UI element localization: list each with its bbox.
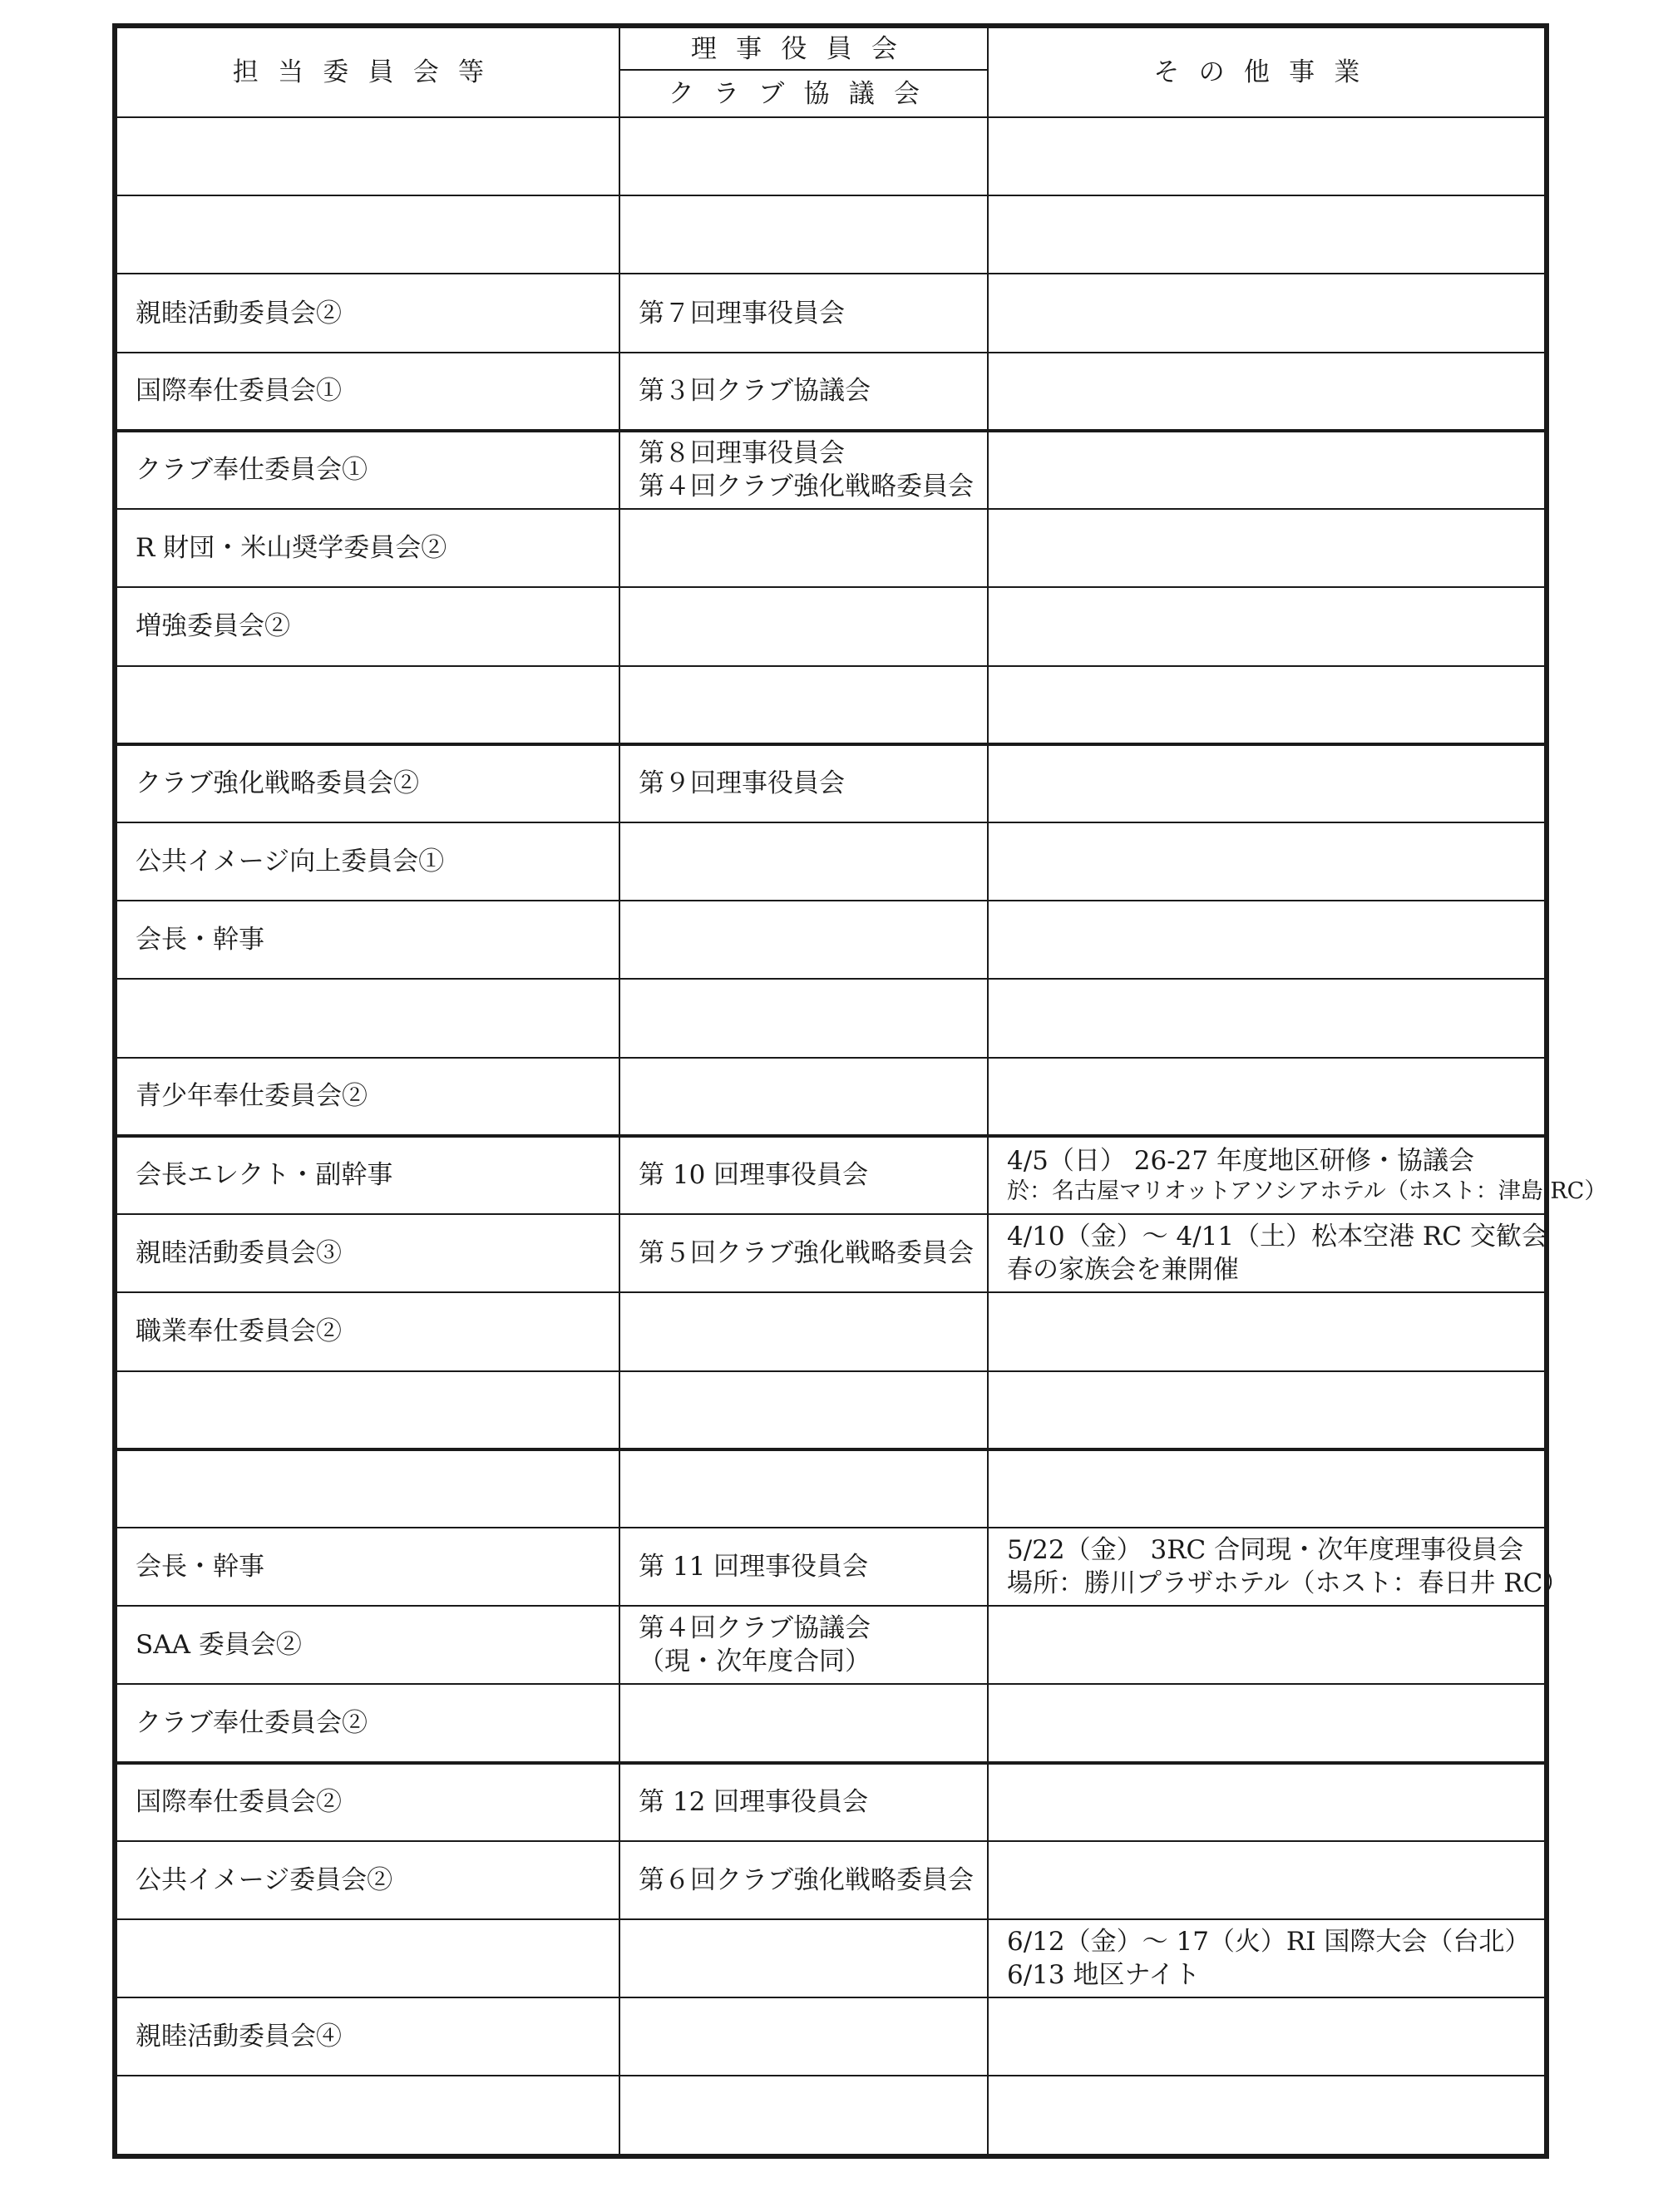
- board-meeting-cell-line: 第４回クラブ強化戦略委員会: [639, 472, 974, 502]
- other-events-cell: [988, 822, 1545, 901]
- committee-cell: 会長・幹事: [116, 901, 619, 979]
- committee-cell: [116, 117, 619, 195]
- board-meeting-cell: [619, 431, 988, 509]
- board-meeting-cell: [619, 117, 988, 195]
- other-events-cell: [988, 353, 1545, 431]
- other-events-cell: [988, 587, 1545, 665]
- committee-cell: [116, 979, 619, 1057]
- other-events-cell: [988, 1292, 1545, 1370]
- other-events-cell: [988, 1136, 1607, 1214]
- other-events-cell: [988, 1919, 1545, 1997]
- board-meeting-cell-line: 第 12 回理事役員会: [639, 1787, 869, 1818]
- board-meeting-cell-line: 第３回クラブ協議会: [639, 376, 871, 407]
- board-meeting-cell-line: 第８回理事役員会: [639, 438, 845, 469]
- board-meeting-cell: [619, 1058, 988, 1136]
- committee-cell: [116, 1449, 619, 1528]
- committee-cell: 青少年奉仕委員会②: [116, 1058, 619, 1136]
- table-row: [116, 1763, 1545, 1841]
- board-meeting-cell-line: 第９回理事役員会: [639, 768, 845, 799]
- board-meeting-cell: [619, 1528, 988, 1606]
- other-events-cell-line: 春の家族会を兼開催: [1007, 1255, 1239, 1286]
- table-body: [116, 117, 1607, 2155]
- board-meeting-cell: [619, 1214, 988, 1292]
- board-meeting-cell: [619, 1684, 988, 1762]
- board-meeting-cell: [619, 1292, 988, 1370]
- committee-cell: [116, 2076, 619, 2155]
- table-row: [116, 901, 1545, 979]
- table-row: [116, 1997, 1545, 2076]
- other-events-cell: [988, 509, 1545, 587]
- other-events-cell: [988, 901, 1545, 979]
- board-meeting-cell: [619, 1919, 988, 1997]
- committee-cell: 職業奉仕委員会②: [116, 1292, 619, 1370]
- committee-cell: 増強委員会②: [116, 587, 619, 665]
- committee-cell: 国際奉仕委員会②: [116, 1763, 619, 1841]
- table-row: [116, 117, 1545, 195]
- board-meeting-cell-line: 第 10 回理事役員会: [639, 1160, 869, 1191]
- board-meeting-cell: [619, 195, 988, 274]
- committee-cell: R 財団・米山奨学委員会②: [116, 509, 619, 587]
- header-board-meeting: 理事役員会: [619, 27, 988, 70]
- committee-cell: [116, 1919, 619, 1997]
- other-events-cell-line: 5/22（金） 3RC 合同現・次年度理事役員会: [1007, 1535, 1524, 1566]
- other-events-cell: [988, 1058, 1545, 1136]
- table-row: [116, 1528, 1545, 1606]
- board-meeting-cell: [619, 1606, 988, 1684]
- table-row: [116, 1606, 1545, 1684]
- other-events-cell: [988, 1997, 1545, 2076]
- committee-cell: 公共イメージ向上委員会①: [116, 822, 619, 901]
- board-meeting-cell: [619, 1449, 988, 1528]
- table-row: [116, 1684, 1545, 1762]
- table-row: [116, 666, 1545, 744]
- header-other-events: その他事業: [988, 27, 1545, 117]
- header-club-assembly: クラブ協議会: [619, 70, 988, 117]
- committee-cell: クラブ奉仕委員会②: [116, 1684, 619, 1762]
- board-meeting-cell: [619, 822, 988, 901]
- board-meeting-cell-line: 第６回クラブ強化戦略委員会: [639, 1864, 974, 1895]
- board-meeting-cell-line: （現・次年度合同）: [639, 1647, 871, 1677]
- committee-cell: 会長・幹事: [116, 1528, 619, 1606]
- committee-cell: 会長エレクト・副幹事: [116, 1136, 619, 1214]
- table-header: [116, 27, 1545, 117]
- other-events-cell: [988, 431, 1545, 509]
- other-events-cell: [988, 979, 1545, 1057]
- board-meeting-cell: [619, 1136, 988, 1214]
- committee-cell: 親睦活動委員会④: [116, 1997, 619, 2076]
- table-row: [116, 1058, 1545, 1136]
- committee-cell: 国際奉仕委員会①: [116, 353, 619, 431]
- board-meeting-cell: [619, 666, 988, 744]
- committee-cell: [116, 195, 619, 274]
- table-row: [116, 195, 1545, 274]
- table-row: [116, 587, 1545, 665]
- other-events-cell-line: 6/12（金）～ 17（火）RI 国際大会（台北）: [1007, 1927, 1531, 1958]
- board-meeting-cell: [619, 353, 988, 431]
- other-events-cell: [988, 2076, 1545, 2155]
- table-row: [116, 1371, 1545, 1449]
- other-events-cell-line: 於：名古屋マリオットアソシアホテル（ホスト：津島 RC）: [1007, 1178, 1607, 1205]
- table-row: [116, 1919, 1545, 1997]
- board-meeting-cell: [619, 2076, 988, 2155]
- schedule-sheet: [112, 23, 1607, 2159]
- table-row: [116, 509, 1545, 587]
- committee-cell: [116, 1371, 619, 1449]
- other-events-cell: [988, 744, 1545, 822]
- other-events-cell-line: 場所：勝川プラザホテル（ホスト：春日井 RC）: [1007, 1568, 1569, 1599]
- table-row: [116, 431, 1545, 509]
- committee-cell: 親睦活動委員会②: [116, 274, 619, 352]
- board-meeting-cell: [619, 979, 988, 1057]
- header-committee: 担当委員会等: [116, 27, 619, 117]
- board-meeting-cell: [619, 1371, 988, 1449]
- schedule-table: [116, 27, 1607, 2155]
- table-row: [116, 1449, 1545, 1528]
- table-row: [116, 1841, 1545, 1919]
- other-events-cell: [988, 666, 1545, 744]
- board-meeting-cell: [619, 274, 988, 352]
- board-meeting-cell: [619, 1841, 988, 1919]
- board-meeting-cell: [619, 901, 988, 979]
- committee-cell: 親睦活動委員会③: [116, 1214, 619, 1292]
- table-row: [116, 744, 1545, 822]
- board-meeting-cell: [619, 1997, 988, 2076]
- committee-cell: クラブ強化戦略委員会②: [116, 744, 619, 822]
- other-events-cell: [988, 1449, 1545, 1528]
- board-meeting-cell: [619, 587, 988, 665]
- board-meeting-cell: [619, 509, 988, 587]
- table-row: [116, 979, 1545, 1057]
- table-row: [116, 1136, 1545, 1214]
- table-row: [116, 1292, 1545, 1370]
- other-events-cell: [988, 1371, 1545, 1449]
- board-meeting-cell: [619, 1763, 988, 1841]
- other-events-cell: [988, 195, 1545, 274]
- board-meeting-cell-line: 第４回クラブ協議会: [639, 1613, 871, 1644]
- board-meeting-cell-line: 第 11 回理事役員会: [639, 1552, 869, 1582]
- board-meeting-cell-line: 第７回理事役員会: [639, 298, 845, 328]
- table-row: [116, 1214, 1545, 1292]
- other-events-cell: [988, 274, 1545, 352]
- other-events-cell: [988, 1763, 1545, 1841]
- other-events-cell: [988, 1528, 1569, 1606]
- table-row: [116, 2076, 1545, 2155]
- other-events-cell: [988, 1841, 1545, 1919]
- committee-cell: クラブ奉仕委員会①: [116, 431, 619, 509]
- committee-cell: 公共イメージ委員会②: [116, 1841, 619, 1919]
- other-events-cell-line: 4/10（金）～ 4/11（土）松本空港 RC 交歓会: [1007, 1222, 1547, 1252]
- other-events-cell: [988, 117, 1545, 195]
- other-events-cell: [988, 1684, 1545, 1762]
- board-meeting-cell-line: 第５回クラブ強化戦略委員会: [639, 1238, 974, 1269]
- committee-cell: [116, 666, 619, 744]
- other-events-cell-line: 4/5（日） 26-27 年度地区研修・協議会: [1007, 1146, 1474, 1177]
- table-row: [116, 822, 1545, 901]
- board-meeting-cell: [619, 744, 988, 822]
- table-row: [116, 353, 1545, 431]
- committee-cell: SAA 委員会②: [116, 1606, 619, 1684]
- other-events-cell-line: 6/13 地区ナイト: [1007, 1960, 1201, 1991]
- table-row: [116, 274, 1545, 352]
- other-events-cell: [988, 1214, 1545, 1292]
- other-events-cell: [988, 1606, 1545, 1684]
